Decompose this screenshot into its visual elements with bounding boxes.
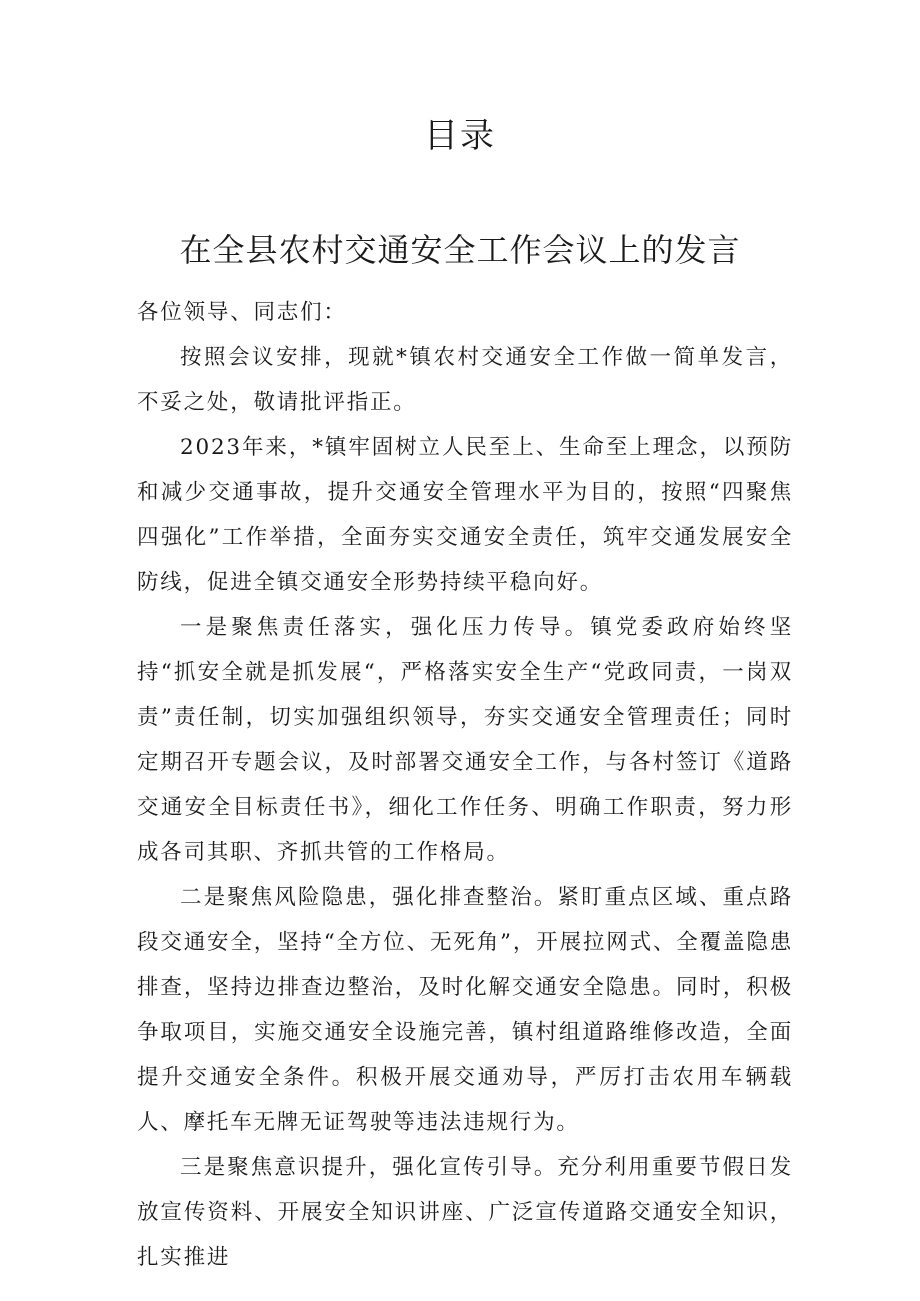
paragraph: 二是聚焦风险隐患，强化排查整治。紧盯重点区域、重点路段交通安全，坚持“全方位、无死角”，开展拉网式、全覆盖隐患排查，坚持边排查边整治，及时化解交通安全隐患。同时，积极争取项目，实施交通安全设施完善，镇村组道路维修改造，全面提升交通安全条件。积极开展交通劝导，严厉打击农用车辆载人、摩托车无牌无证驾驶等违法违规行为。 bbox=[137, 885, 793, 1135]
document-title: 在全县农村交通安全工作会议上的发言 bbox=[179, 231, 741, 269]
paragraph: 按照会议安排，现就*镇农村交通安全工作做一简单发言，不妥之处，敬请批评指正。 bbox=[137, 345, 793, 415]
salutation: 各位领导、同志们： bbox=[137, 300, 347, 325]
paragraph: 2023年来，*镇牢固树立人民至上、生命至上理念，以预防和减少交通事故，提升交通安全管理水平为目的，按照“四聚焦四强化”工作举措，全面夯实交通安全责任，筑牢交通发展安全防线，促进全镇交通安全形势持续平稳向好。 bbox=[137, 435, 793, 595]
paragraph: 三是聚焦意识提升，强化宣传引导。充分利用重要节假日发放宣传资料、开展安全知识讲座、广泛宣传道路交通安全知识，扎实推进 bbox=[137, 1155, 793, 1270]
paragraph: 一是聚焦责任落实，强化压力传导。镇党委政府始终坚持“抓安全就是抓发展“，严格落实安全生产“党政同责，一岗双责”责任制，切实加强组织领导，夯实交通安全管理责任；同时定期召开专题会议，及时部署交通安全工作，与各村签订《道路交通安全目标责任书》，细化工作任务、明确工作职责，努力形成各司其职、齐抓共管的工作格局。 bbox=[137, 615, 793, 865]
document-body bbox=[137, 290, 793, 1280]
toc-title: 目录 bbox=[424, 116, 496, 156]
